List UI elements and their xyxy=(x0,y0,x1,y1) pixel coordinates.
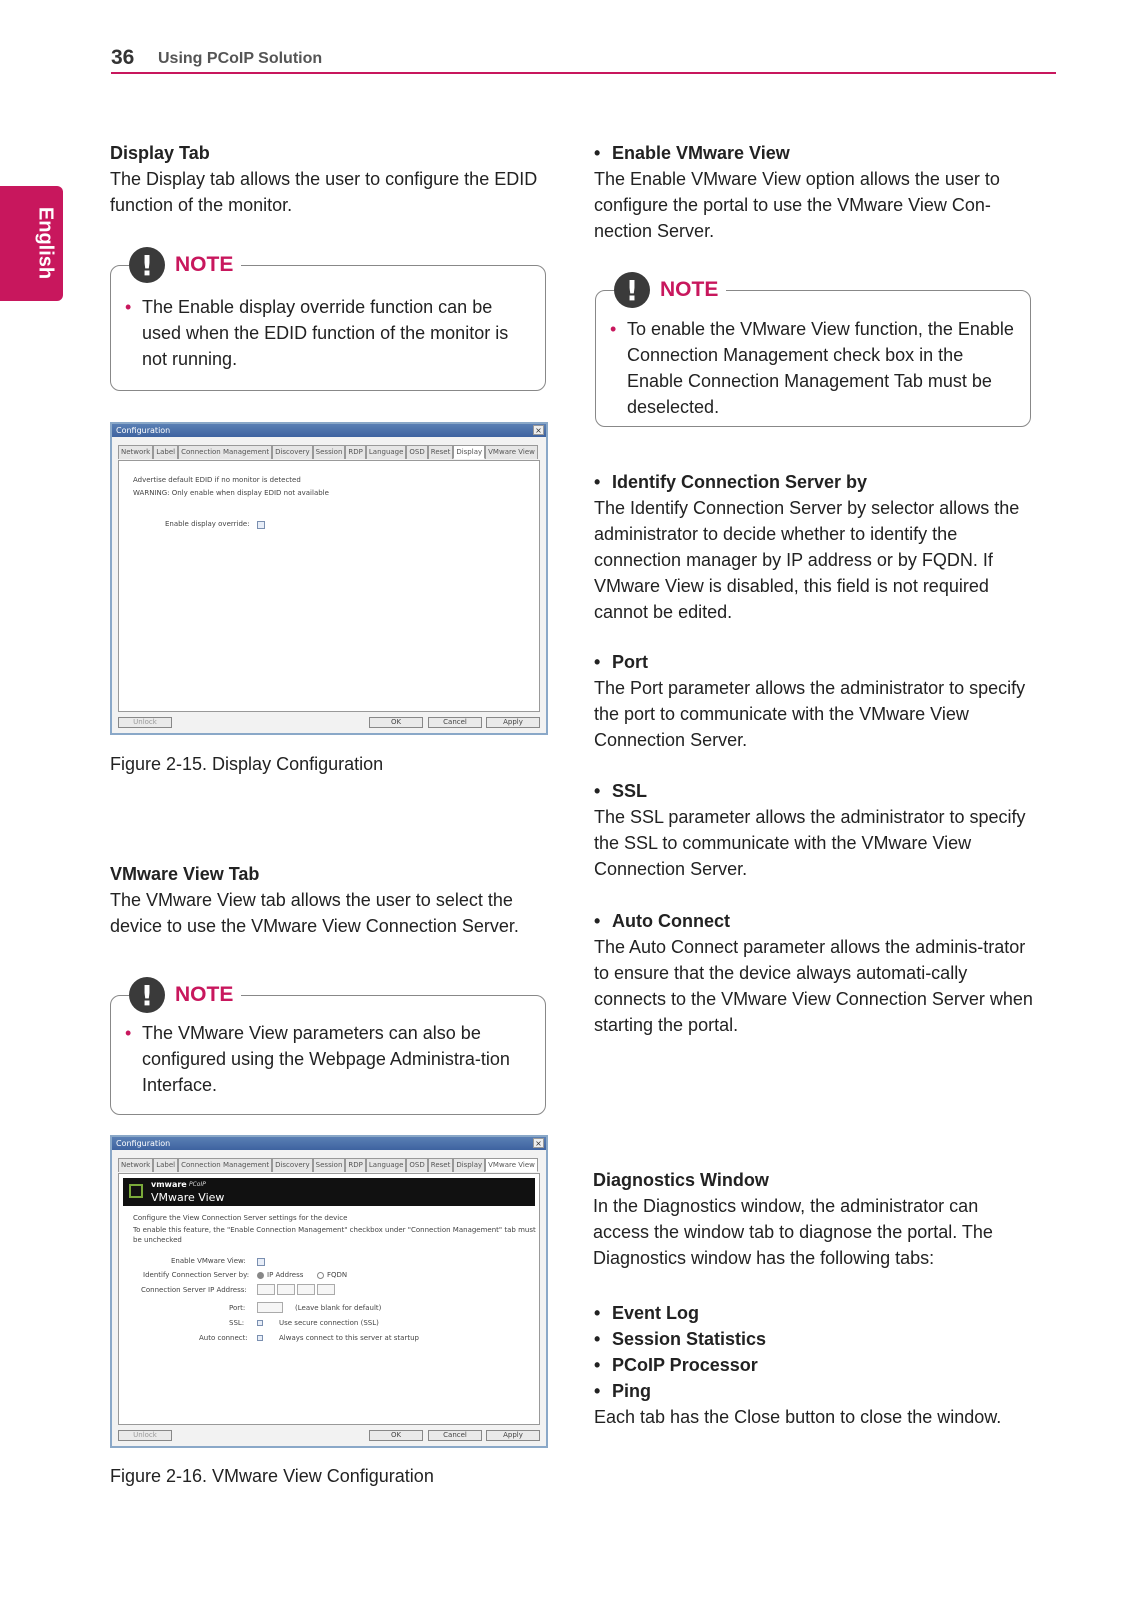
enable-vmware-note-box xyxy=(595,273,1031,427)
note-body xyxy=(610,316,1016,420)
language-label: English xyxy=(34,206,57,280)
list-item: • Event Log xyxy=(594,1300,1034,1326)
tab-reset[interactable]: Reset xyxy=(428,1158,454,1172)
note-header xyxy=(129,977,241,1013)
port-body: The Port parameter allows the administrator to specify the port to communicate with the VMware View Connection Server. xyxy=(594,678,1026,750)
note-label: NOTE xyxy=(175,253,234,276)
vmware-tab-section xyxy=(110,861,555,939)
page-number: 36 xyxy=(111,46,135,69)
tab-connection-management[interactable]: Connection Management xyxy=(178,1158,272,1172)
identify-label: Identify Connection Server by: xyxy=(143,1271,250,1279)
ssl-section xyxy=(594,778,1034,882)
tab-vmware-view[interactable]: VMware View xyxy=(485,445,538,459)
tab-strip xyxy=(118,1158,540,1172)
dialog-title: Configuration xyxy=(116,1139,171,1148)
cancel-button[interactable]: Cancel xyxy=(428,717,482,728)
figure-caption-display: Figure 2-15. Display Configuration xyxy=(110,754,384,774)
apply-button[interactable]: Apply xyxy=(486,717,540,728)
ip-address-option: IP Address xyxy=(267,1271,304,1279)
note-text: To enable the VMware View function, the Enable Connection Management check box in the Enable Connection Management Tab must be deselected. xyxy=(627,319,1014,417)
vmware-panel xyxy=(118,1173,540,1425)
vmware-logo-icon xyxy=(129,1184,143,1198)
tab-rdp[interactable]: RDP xyxy=(345,1158,365,1172)
display-tab-heading: Display Tab xyxy=(110,143,210,163)
ok-button[interactable]: OK xyxy=(369,717,423,728)
auto-connect-section xyxy=(594,908,1034,1038)
auto-connect-label: Auto connect: xyxy=(199,1334,248,1342)
tab-vmware-view[interactable]: VMware View xyxy=(485,1158,538,1172)
ssl-hint: Use secure connection (SSL) xyxy=(279,1319,379,1327)
enable-vmware-section xyxy=(594,140,1039,244)
diagnostics-heading: Diagnostics Window xyxy=(593,1170,769,1190)
product-name: VMware View xyxy=(151,1191,225,1204)
tab-reset[interactable]: Reset xyxy=(428,445,454,459)
exclamation-icon: ! xyxy=(614,272,650,308)
unlock-button[interactable]: Unlock xyxy=(118,1430,172,1441)
bullet-icon: • xyxy=(125,297,132,317)
tab-label[interactable]: Label xyxy=(153,445,178,459)
edid-info-text: Advertise default EDID if no monitor is detected xyxy=(133,476,301,484)
note-header xyxy=(614,272,726,308)
cancel-button[interactable]: Cancel xyxy=(428,1430,482,1441)
ssl-body: The SSL parameter allows the administrator to specify the SSL to communicate with the VMware View Connection Server. xyxy=(594,807,1026,879)
bullet-icon: • xyxy=(610,319,617,339)
tab-language[interactable]: Language xyxy=(366,445,407,459)
tab-session[interactable]: Session xyxy=(313,445,346,459)
port-section xyxy=(594,649,1034,753)
display-panel xyxy=(118,460,540,712)
vmware-warning-text-2: be unchecked xyxy=(133,1236,182,1244)
partner-name: PCoIP xyxy=(189,1181,206,1188)
note-text: The VMware View parameters can also be configured using the Webpage Administra-tion Interface. xyxy=(142,1023,510,1095)
server-ip-label: Connection Server IP Address: xyxy=(141,1286,247,1294)
tab-language[interactable]: Language xyxy=(366,1158,407,1172)
note-header xyxy=(129,247,241,283)
list-item: • Ping xyxy=(594,1378,1034,1404)
override-label: Enable display override: xyxy=(165,520,250,528)
display-config-screenshot xyxy=(110,422,548,735)
note-label: NOTE xyxy=(660,278,719,301)
tab-label[interactable]: Label xyxy=(153,1158,178,1172)
identify-section xyxy=(594,469,1034,625)
vmware-tab-body: The VMware View tab allows the user to select the device to use the VMware View Connection Server. xyxy=(110,890,519,936)
list-item: • PCoIP Processor xyxy=(594,1352,1034,1378)
override-checkbox[interactable] xyxy=(257,521,265,529)
tab-discovery[interactable]: Discovery xyxy=(272,1158,313,1172)
auto-connect-heading: • Auto Connect xyxy=(594,908,1034,934)
tab-connection-management[interactable]: Connection Management xyxy=(178,445,272,459)
enable-vmware-checkbox[interactable] xyxy=(257,1258,265,1266)
ip-octet-1[interactable] xyxy=(257,1284,275,1295)
display-note-box xyxy=(110,248,546,391)
note-body xyxy=(125,1020,531,1098)
apply-button[interactable]: Apply xyxy=(486,1430,540,1441)
note-label: NOTE xyxy=(175,983,234,1006)
page-header xyxy=(111,44,1056,74)
section-title: Using PCoIP Solution xyxy=(158,50,323,67)
vmware-tab-heading: VMware View Tab xyxy=(110,864,260,884)
diagnostics-tab-list xyxy=(594,1300,1034,1430)
note-body xyxy=(125,294,531,372)
ssl-label: SSL: xyxy=(229,1319,245,1327)
identify-heading: • Identify Connection Server by xyxy=(594,469,1034,495)
list-item: • Session Statistics xyxy=(594,1326,1034,1352)
ok-button[interactable]: OK xyxy=(369,1430,423,1441)
vmware-warning-text: To enable this feature, the "Enable Connection Management" checkbox under "Connection Management" tab must xyxy=(133,1226,536,1234)
diagnostics-section xyxy=(593,1167,1038,1271)
ip-octet-4[interactable] xyxy=(317,1284,335,1295)
port-hint: (Leave blank for default) xyxy=(295,1304,382,1312)
brand-name: vmware xyxy=(151,1180,187,1189)
tab-osd[interactable]: OSD xyxy=(406,1158,427,1172)
edid-warning-text: WARNING: Only enable when display EDID not available xyxy=(133,489,329,497)
close-icon[interactable]: × xyxy=(533,425,544,435)
exclamation-icon: ! xyxy=(129,247,165,283)
auto-connect-checkbox[interactable] xyxy=(257,1335,263,1341)
exclamation-icon: ! xyxy=(129,977,165,1013)
port-label: Port: xyxy=(229,1304,246,1312)
tab-strip xyxy=(118,445,540,459)
tab-display[interactable]: Display xyxy=(453,445,485,459)
figure-caption-vmware: Figure 2-16. VMware View Configuration xyxy=(110,1466,434,1486)
tab-display[interactable]: Display xyxy=(453,1158,485,1172)
auto-connect-body: The Auto Connect parameter allows the adminis-trator to ensure that the device always automati-cally connects to the VMware View Connection Server when starting the portal. xyxy=(594,937,1033,1035)
tab-network[interactable]: Network xyxy=(118,445,153,459)
close-icon[interactable]: × xyxy=(533,1138,544,1148)
dialog-title-bar xyxy=(112,424,546,437)
tab-discovery[interactable]: Discovery xyxy=(272,445,313,459)
language-side-tab xyxy=(0,186,63,301)
vmware-config-screenshot xyxy=(110,1135,548,1448)
dialog-title: Configuration xyxy=(116,426,171,435)
ip-octet-3[interactable] xyxy=(297,1284,315,1295)
identify-body: The Identify Connection Server by selector allows the administrator to decide whether to identify the connection manager by IP address or by FQDN. If VMware View is disabled, this field is not required cannot be edited. xyxy=(594,498,1020,622)
dialog-title-bar xyxy=(112,1137,546,1150)
enable-vmware-label: Enable VMware View: xyxy=(171,1257,246,1265)
port-field[interactable] xyxy=(257,1302,283,1313)
enable-vmware-heading: • Enable VMware View xyxy=(594,140,1039,166)
bullet-icon: • xyxy=(125,1023,132,1043)
ip-address-radio[interactable] xyxy=(257,1272,264,1279)
ssl-heading: • SSL xyxy=(594,778,1034,804)
tab-network[interactable]: Network xyxy=(118,1158,153,1172)
display-tab-section xyxy=(110,140,550,218)
diagnostics-footer: Each tab has the Close button to close the window. xyxy=(594,1407,1002,1427)
ip-octet-2[interactable] xyxy=(277,1284,295,1295)
tab-rdp[interactable]: RDP xyxy=(345,445,365,459)
port-heading: • Port xyxy=(594,649,1034,675)
display-tab-body: The Display tab allows the user to configure the EDID function of the monitor. xyxy=(110,169,538,215)
vmware-banner xyxy=(123,1178,535,1206)
fqdn-radio[interactable] xyxy=(317,1272,324,1279)
vmware-note-box xyxy=(110,978,546,1115)
unlock-button[interactable]: Unlock xyxy=(118,717,172,728)
note-text: The Enable display override function can be used when the EDID function of the monitor is not running. xyxy=(142,297,509,369)
tab-session[interactable]: Session xyxy=(313,1158,346,1172)
vmware-info-text: Configure the View Connection Server settings for the device xyxy=(133,1214,348,1222)
fqdn-option: FQDN xyxy=(327,1271,348,1279)
tab-osd[interactable]: OSD xyxy=(406,445,427,459)
diagnostics-body: In the Diagnostics window, the administrator can access the window tab to diagnose the portal. The Diagnostics window has the following tabs: xyxy=(593,1196,993,1268)
ssl-checkbox[interactable] xyxy=(257,1320,263,1326)
enable-vmware-body: The Enable VMware View option allows the user to configure the portal to use the VMware View Con-nection Server. xyxy=(594,169,1000,241)
auto-connect-hint: Always connect to this server at startup xyxy=(279,1334,419,1342)
